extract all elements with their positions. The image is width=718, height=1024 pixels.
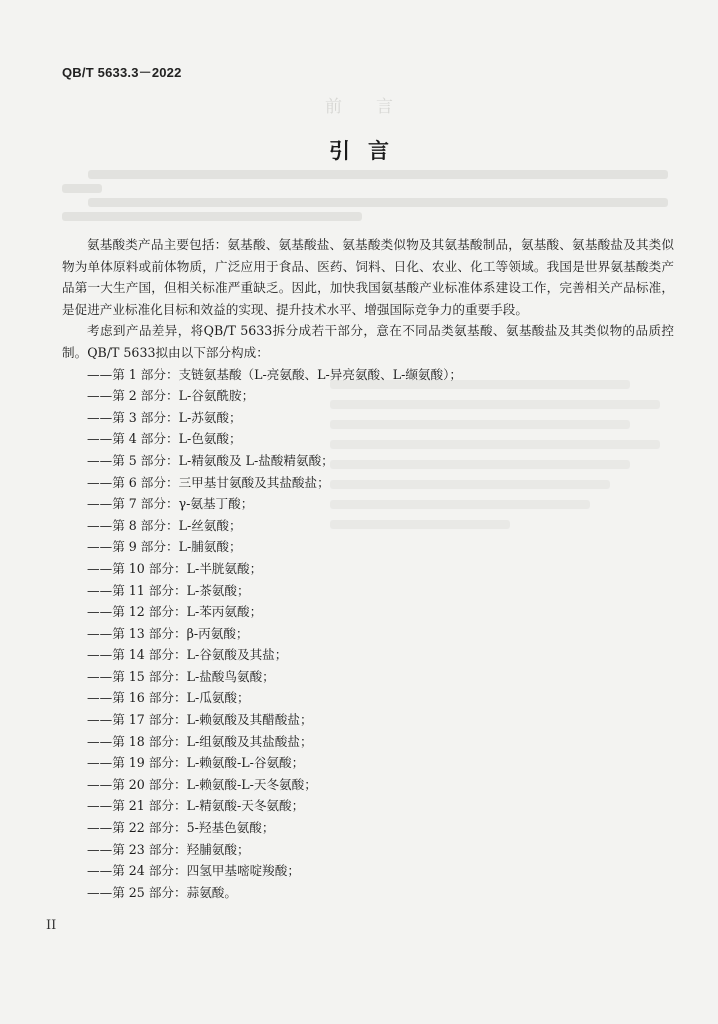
- list-item: ——第 11 部分：L-茶氨酸；: [87, 582, 250, 598]
- bleed-through-heading: 前言: [325, 97, 427, 117]
- list-item: ——第 4 部分：L-色氨酸；: [87, 431, 242, 447]
- list-item: ——第 21 部分：L-精氨酸-天冬氨酸；: [87, 798, 305, 814]
- list-item: ——第 14 部分：L-谷氨酸及其盐；: [87, 647, 288, 663]
- list-item: ——第 18 部分：L-组氨酸及其盐酸盐；: [87, 733, 313, 749]
- list-item: ——第 13 部分：β-丙氨酸；: [87, 625, 249, 641]
- list-item: ——第 8 部分：L-丝氨酸；: [87, 517, 242, 533]
- list-item: ——第 6 部分：三甲基甘氨酸及其盐酸盐；: [87, 474, 330, 490]
- list-item: ——第 3 部分：L-苏氨酸；: [87, 409, 242, 425]
- list-item: ——第 20 部分：L-赖氨酸-L-天冬氨酸；: [87, 776, 317, 792]
- list-item: ——第 5 部分：L-精氨酸及 L-盐酸精氨酸；: [87, 452, 334, 468]
- list-item: ——第 22 部分：5-羟基色氨酸；: [87, 820, 275, 836]
- list-item: ——第 23 部分：羟脯氨酸；: [87, 841, 250, 857]
- bleed-through-line: [88, 198, 668, 207]
- list-item: ——第 12 部分：L-苯丙氨酸；: [87, 604, 263, 620]
- list-item: ——第 10 部分：L-半胱氨酸；: [87, 560, 263, 576]
- list-item: ——第 19 部分：L-赖氨酸-L-谷氨酸；: [87, 755, 305, 771]
- list-item: ——第 17 部分：L-赖氨酸及其醋酸盐；: [87, 712, 313, 728]
- section-title: 引言: [329, 139, 407, 163]
- list-item: ——第 16 部分：L-瓜氨酸；: [87, 690, 250, 706]
- list-item: ——第 1 部分：支链氨基酸（L-亮氨酸、L-异亮氨酸、L-缬氨酸）；: [87, 366, 463, 382]
- page-number: II: [46, 918, 57, 933]
- paragraph: 考虑到产品差异，将QB/T 5633拆分成若干部分，意在不同品类氨基酸、氨基酸盐及其类似物的品质控制。QB/T 5633拟由以下部分构成：: [62, 323, 674, 360]
- paragraph: 氨基酸类产品主要包括：氨基酸、氨基酸盐、氨基酸类似物及其氨基酸制品，氨基酸、氨基酸盐及其类似物为单体原料或前体物质，广泛应用于食品、医药、饲料、日化、农业、化工等领域。我国是世界氨基酸类产品第一大生产国，但相关标准严重缺乏。因此，加快我国氨基酸产业标准体系建设工作，完善相关产品标准，是促进产业标准化目标和效益的实现、提升技术水平、增强国际竞争力的重要手段。: [62, 237, 674, 317]
- bleed-through-line: [62, 212, 362, 221]
- bleed-through-line: [88, 170, 668, 179]
- list-item: ——第 15 部分：L-盐酸鸟氨酸；: [87, 668, 275, 684]
- list-item: ——第 2 部分：L-谷氨酰胺；: [87, 388, 255, 404]
- body-text: [62, 234, 674, 903]
- list-item: ——第 25 部分：蒜氨酸。: [87, 884, 237, 900]
- standard-code: QB/T 5633.3－2022: [62, 65, 182, 80]
- list-item: ——第 7 部分：γ-氨基丁酸；: [87, 496, 254, 512]
- parts-list: [62, 364, 674, 904]
- list-item: ——第 9 部分：L-脯氨酸；: [87, 539, 242, 555]
- list-item: ——第 24 部分：四氢甲基嘧啶羧酸；: [87, 863, 300, 879]
- bleed-through-line: [62, 184, 102, 193]
